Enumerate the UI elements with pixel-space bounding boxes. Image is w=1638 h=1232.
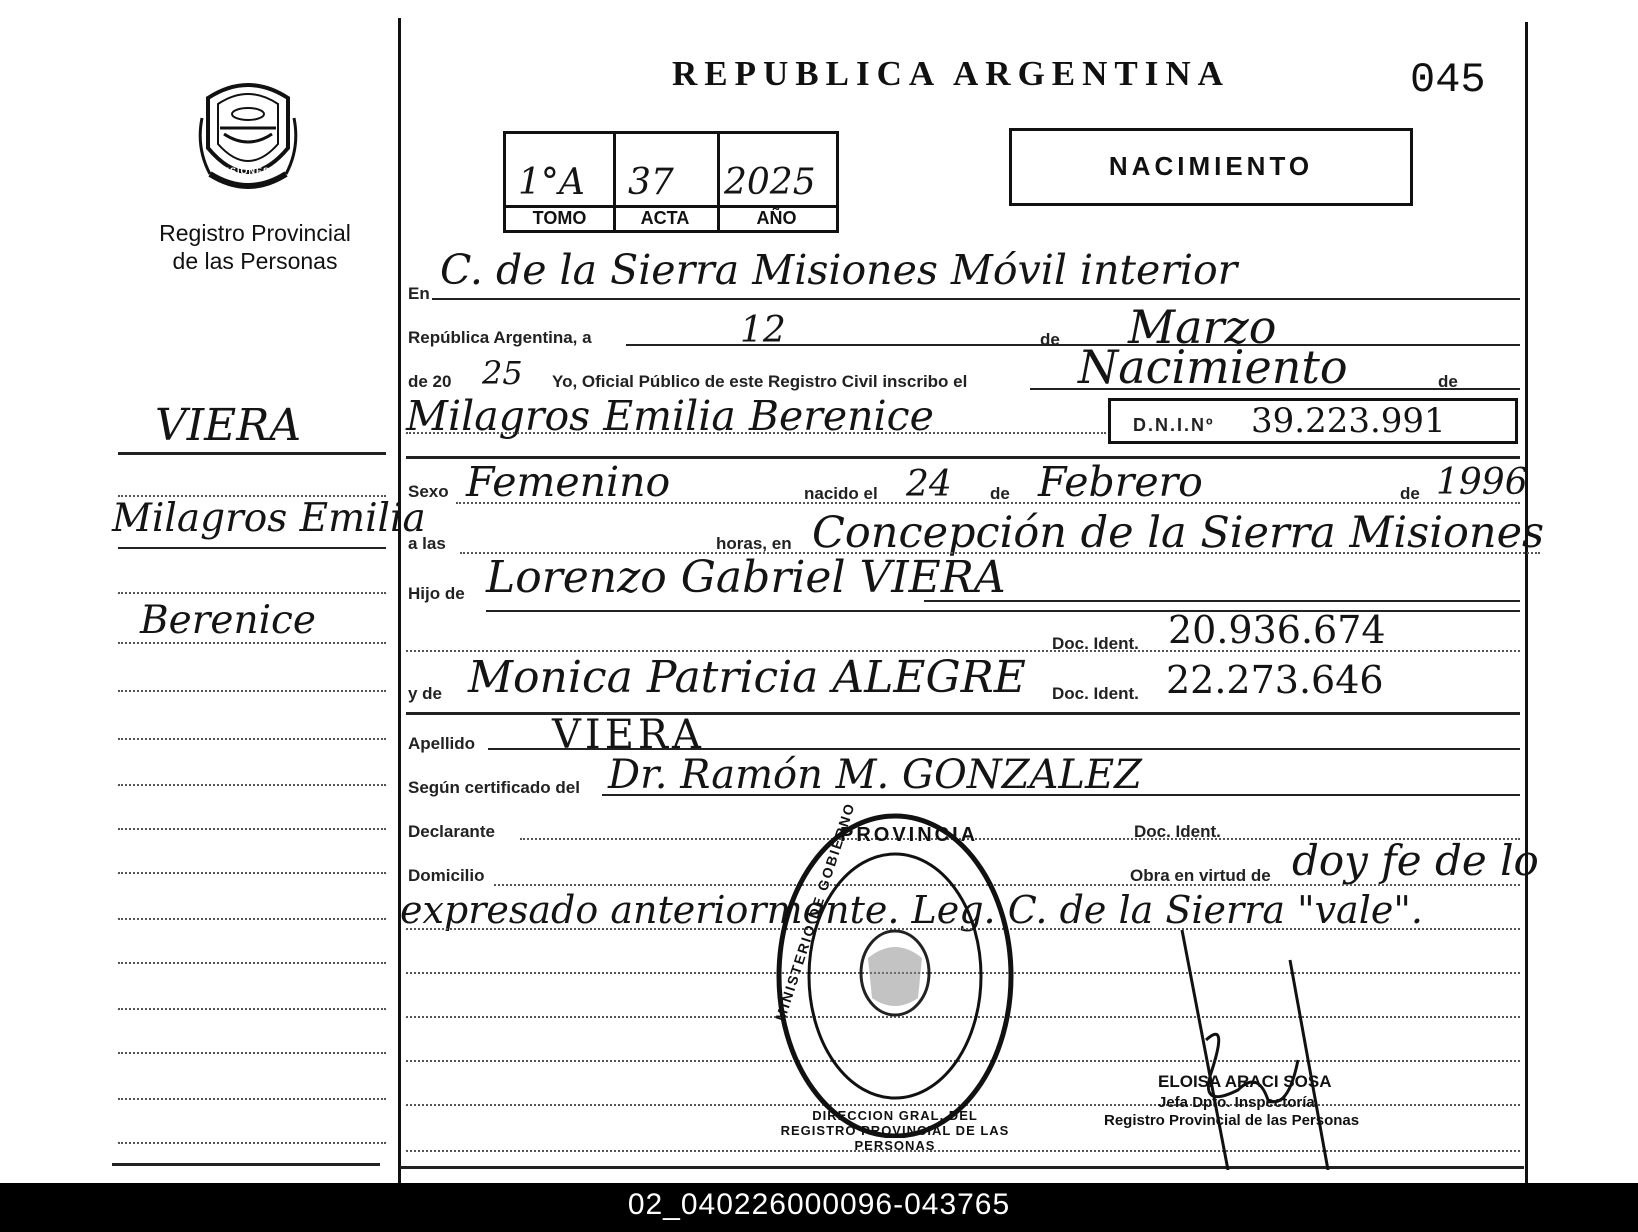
margin-line <box>118 1142 386 1144</box>
page-number: 045 <box>1410 56 1486 104</box>
anio-label: AÑO <box>756 208 797 228</box>
dni-box <box>1108 398 1518 444</box>
place-value: C. de la Sierra Misiones Móvil interior <box>440 246 1238 294</box>
sexo-value: Femenino <box>466 458 671 506</box>
father-doc-value: 20.936.674 <box>1168 608 1386 652</box>
sexo-label: Sexo <box>408 482 449 501</box>
margin-line <box>118 547 386 549</box>
birth-place-value: Concepción de la Sierra Misiones <box>812 508 1545 558</box>
segun-label: Según certificado del <box>408 778 580 797</box>
margin-line <box>118 872 386 874</box>
margin-given-names-2: Berenice <box>140 598 316 643</box>
registry-name-line2: de las Personas <box>172 248 338 274</box>
record-box <box>503 131 839 233</box>
right-frame-line <box>1525 22 1528 1183</box>
act-type-box <box>1009 128 1413 206</box>
margin-given-names: Milagros Emilia <box>112 496 426 541</box>
nacido-label: nacido el <box>804 484 878 503</box>
declarante-label: Declarante <box>408 822 495 841</box>
country-title: REPUBLICA ARGENTINA <box>672 54 1230 93</box>
birth-month-value: Febrero <box>1038 458 1203 506</box>
oficial-text: Yo, Oficial Público de este Registro Civil inscribo el <box>552 372 968 391</box>
margin-line <box>118 1008 386 1010</box>
mother-value: Monica Patricia ALEGRE <box>468 652 1026 703</box>
stamp-inner-text: MINISTERIO DE GOBIERNO <box>772 800 859 1023</box>
acta-label: ACTA <box>640 208 690 228</box>
anio-value: 2025 <box>724 162 816 203</box>
margin-line <box>118 1098 386 1100</box>
stamp-top-text: PROVINCIA <box>840 824 979 846</box>
official-stamp <box>770 800 1020 1153</box>
de-label-3: de <box>990 484 1010 503</box>
document-id-caption: 02_040226000096-043765 <box>627 1188 1011 1221</box>
child-name-value: Milagros Emilia Berenice <box>406 392 934 440</box>
acta-value: 37 <box>628 162 674 203</box>
form-bottom-rule <box>400 1166 1524 1169</box>
apellido-label: Apellido <box>408 734 476 753</box>
form-line <box>1030 388 1520 390</box>
signatory-title: Jefa Dpto. Inspectoría <box>1158 1094 1315 1111</box>
margin-surname: VIERA <box>155 400 302 451</box>
en-label: En <box>408 284 430 303</box>
form-line <box>456 502 1520 504</box>
act-value: Nacimiento <box>1078 340 1348 394</box>
doc-ident-label-3: Doc. Ident. <box>1134 822 1221 841</box>
doc-ident-label-2: Doc. Ident. <box>1052 684 1139 703</box>
margin-line <box>118 738 386 740</box>
domicilio-label: Domicilio <box>408 866 485 885</box>
form-line <box>924 600 1520 602</box>
horas-label: horas, en <box>716 534 792 553</box>
de-label-4: de <box>1400 484 1420 503</box>
margin-bottom-rule <box>112 1163 380 1166</box>
margin-line <box>118 828 386 830</box>
obra-value: doy fe de lo <box>1292 836 1539 885</box>
father-value: Lorenzo Gabriel VIERA <box>486 552 1006 603</box>
day-value: 12 <box>740 310 786 351</box>
dni-value: 39.223.991 <box>1251 401 1446 441</box>
tomo-value: 1°A <box>518 162 585 203</box>
month-value: Marzo <box>1128 300 1277 354</box>
year-prefix: de 20 <box>408 372 452 391</box>
hijo-label: Hijo de <box>408 584 465 603</box>
yde-label: y de <box>408 684 443 703</box>
margin-line <box>118 592 386 594</box>
republica-label: República Argentina, a <box>408 328 592 347</box>
stamp-outer-text: DIRECCION GRAL. DEL REGISTRO PROVINCIAL DE LAS PERSONAS <box>780 1108 1010 1153</box>
form-line <box>488 748 1520 750</box>
registry-name-line1: Registro Provincial <box>159 220 351 246</box>
tomo-label: TOMO <box>532 208 587 228</box>
margin-line <box>118 918 386 920</box>
form-line <box>626 344 1520 346</box>
apellido-value: VIERA <box>552 712 705 758</box>
signatory-org: Registro Provincial de las Personas <box>1104 1112 1360 1129</box>
obra-label: Obra en virtud de <box>1130 866 1271 885</box>
form-line <box>432 298 1520 300</box>
de-label-2: de <box>1438 372 1458 391</box>
dni-label: D.N.I.Nº <box>1133 415 1215 435</box>
margin-line <box>118 962 386 964</box>
de-label: de <box>1040 330 1060 349</box>
province-seal-icon <box>196 78 300 196</box>
birth-day-value: 24 <box>906 464 952 505</box>
form-line <box>602 794 1520 796</box>
margin-line <box>118 1052 386 1054</box>
certificado-value: Dr. Ramón M. GONZALEZ <box>608 752 1142 798</box>
margin-line <box>118 690 386 692</box>
birth-year-value: 1996 <box>1436 462 1528 503</box>
alas-label: a las <box>408 534 446 553</box>
doc-ident-label-1: Doc. Ident. <box>1052 634 1139 653</box>
year-value: 25 <box>482 354 523 392</box>
signatory-name: ELOISA ARACI SOSA <box>1158 1072 1332 1091</box>
act-type-label: NACIMIENTO <box>1108 151 1314 181</box>
left-frame-line <box>398 18 401 1183</box>
form-line <box>406 432 1106 434</box>
mother-doc-value: 22.273.646 <box>1166 658 1384 702</box>
seal-caption: MISIONES <box>218 166 271 176</box>
margin-line <box>118 452 386 455</box>
margin-line <box>118 642 386 644</box>
signature-scribble <box>1168 920 1348 1170</box>
margin-line <box>118 784 386 786</box>
obra-continuation: expresado anteriormente. Leg. C. de la Sierra "vale". <box>400 888 1423 932</box>
